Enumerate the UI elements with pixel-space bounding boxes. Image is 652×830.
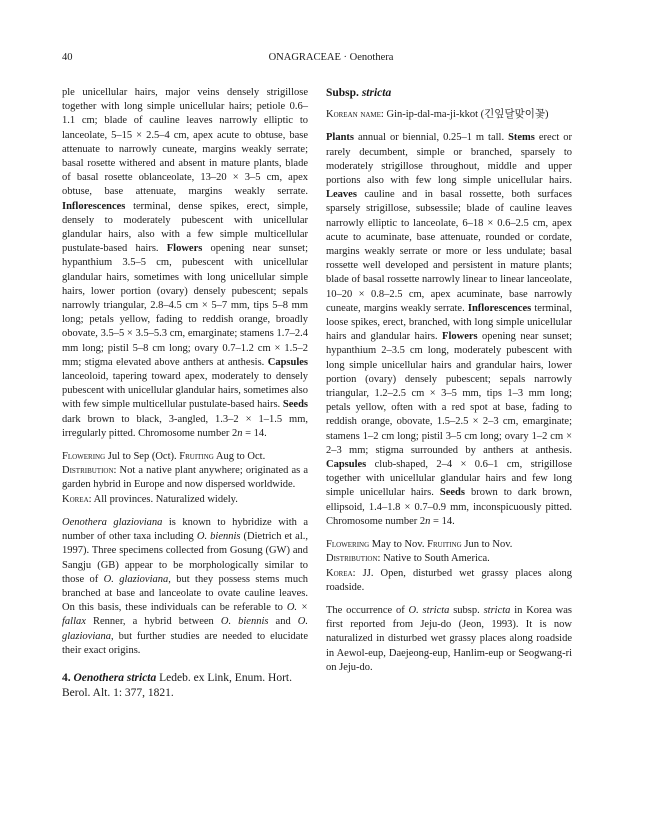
species-heading: 4. Oenothera stricta Ledeb. ex Link, Enum. Hort. Berol. Alt. 1: 377, 1821. — [62, 671, 292, 699]
left-column — [62, 86, 308, 701]
distribution-line: Distribution: Native to South America. — [326, 553, 490, 565]
korean-name-line: Korean name: Gin-ip-dal-ma-ji-kkot (긴잎달맞이꽃) — [326, 109, 549, 121]
right-column — [326, 86, 572, 675]
occurrence-note: The occurrence of O. stricta subsp. stricta in Korea was first reported from Jeju-do (Jeon, 1993). It is now naturalized in disturbed wet grassy places along roadside in Aewol-eup, Daejeong-eup, Hanlim-eup or Seogwang-ri on Jeju-do. — [326, 604, 572, 673]
page-header — [62, 52, 600, 66]
flowering-line: Flowering Jul to Sep (Oct). Fruiting Aug to Oct. — [62, 451, 266, 463]
description-paragraph: Plants annual or biennial, 0.25–1 m tall. Stems erect or rarely decumbent, simple or branched, sparsely to moderately strigillose throughout, middle and upper portions also with few long simple unicellular hairs. Leaves cauline and in basal rossette, both surfaces sparsely strigillose, subsessile; blade of cauline leaves narrowly elliptic to lanceolate, 6–18 × 0.6–2.5 cm, apex acute to acuminate, base attenuate, rounded or cordate, margins weakly serrate or more or less undulate; basal rossette well developed and persistent in mature plants; blade of basal rossette narrowly linear to linear lanceolate, 10–20 × 0.8–2.5 cm, apex acuminate, base narrowly cuneate, margins weakly serrate. Inflorescences terminal, loose spikes, erect, branched, with long simple unicellular hairs and glandular hairs. Flowers opening near sunset; hypanthium 2–3.5 cm long, moderately pubescent with long simple unicellular hairs and grandular hairs, lower portion (ovary) densely pubescent; sepals narrowly triangular, 1.2–2.5 cm × 3–5 mm, tips 1–3 mm long; petals yellow, often with a red spot at base, fading to reddish orange, obovate, 1.5–2.5 × 2–3 cm, emarginate; stamens 1–2 cm long; pistil 3–5 cm long; ovary 1–2 cm × 2–3 mm; stigma surrounded by anthers at anthesis. Capsules club-shaped, 2–4 × 0.6–1 cm, strigillose together with unicellular glandular hairs and few long simple unicellular hairs. Seeds brown to dark brown, ellipsoid, 1.4–1.8 × 0.7–0.9 mm, inconspicuously pitted. Chromosome number 2n = 14. — [326, 132, 572, 527]
taxonomic-note: Oenothera glazioviana is known to hybridize with a number of other taxa including O. biennis (Dietrich et al., 1997). Three specimens collected from Gosung (GW) and Sangju (GB) appear to be morphologically similar to those of O. glazioviana, but they possess stems much branched at base and lanceolate to ovate cauline leaves. On this basis, these individuals can be referable to O. × fallax Renner, a hybrid between O. biennis and O. glazioviana, but further studies are needed to elucidate their exact origins. — [62, 516, 309, 656]
description-paragraph: ple unicellular hairs, major veins densely strigillose together with long simple unicellular hairs; petiole 0.6–1.1 cm; blade of cauline leaves narrowly elliptic to lanceolate, 5–15 × 2.5–4 cm, apex acute to obtuse, base attenuate to narrowly cuneate, margins weakly serrate; basal rosette withered and absent in mature plants, blade of basal rosette oblanceolate, 13–20 × 3–5 cm, apex obtuse, base attenuate, margins weakly serrate. Inflorescences terminal, dense spikes, erect, simple, densely to moderately pubescent with unicellular glandular hairs, also with a few simple multicellular pustulate-based hairs. Flowers opening near sunset; hypanthium 3.5–5 cm, pubescent with unicellular glandular hairs, sometimes with long unicellular simple hairs, lower portion (ovary) densely pubescent; sepals narrowly triangular, 2.8–4.5 cm × 5–7 mm, tips 5–8 mm long; petals yellow, fading to reddish orange, broadly obovate, 3.5–5 × 3.5–5.3 cm, emarginate; stamens 1.7–2.4 mm long; pistil 5–8 cm long; ovary 0.7–1.2 cm × 1.5–2 mm; stigma elevated above anthers at anthesis. Capsules lanceoloid, tapering toward apex, moderately to densely pubescent with unicellular glandular hairs, sometimes also with few simple multicellular pustulate-based hairs. Seeds dark brown to black, 3-angled, 1.3–2 × 1–1.5 mm, irregularly pitted. Chromosome number 2n = 14. — [62, 87, 308, 439]
page-number: 40 — [62, 52, 73, 63]
flowering-line: Flowering May to Nov. Fruiting Jun to Nov. — [326, 539, 513, 551]
running-head: ONAGRACEAE · Oenothera — [268, 52, 394, 63]
distribution-line: Distribution: Not a native plant anywhere; originated as a garden hybrid in Europe and now dispersed worldwide. — [62, 465, 308, 491]
subspecies-heading: Subsp. stricta — [326, 87, 392, 99]
korea-line: Korea: All provinces. Naturalized widely. — [62, 493, 238, 505]
korea-line: Korea: JJ. Open, disturbed wet grassy places along roadside. — [326, 567, 572, 593]
